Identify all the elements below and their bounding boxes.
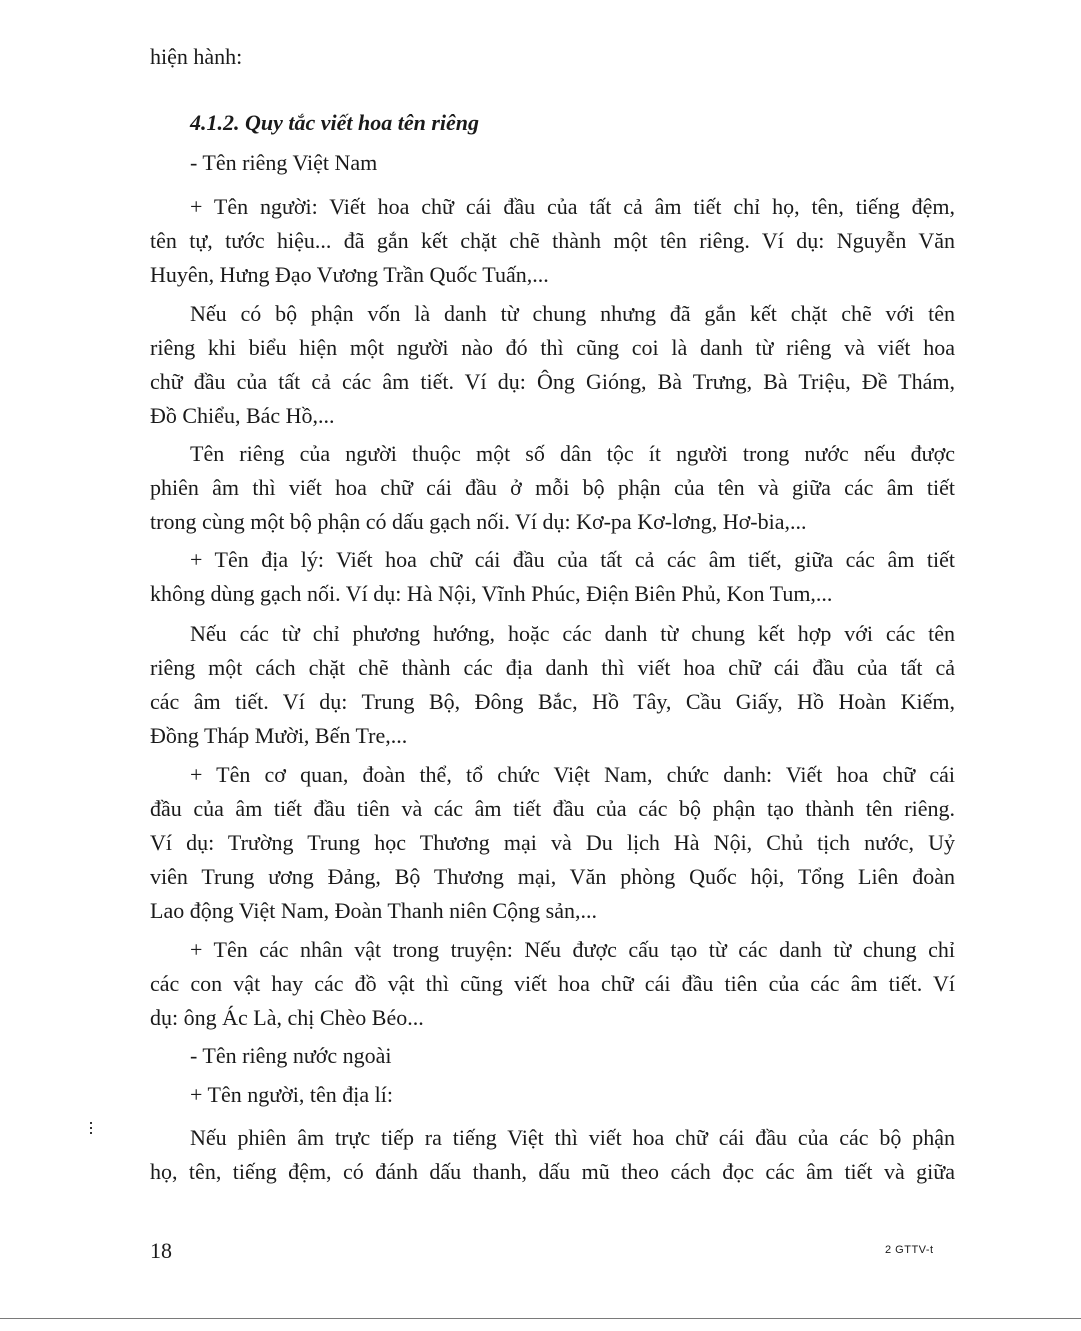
text-line: tên tự, tước hiệu... đã gắn kết chặt chẽ thành một tên riêng. Ví dụ: Nguyễn Văn xyxy=(150,228,955,253)
section-heading: 4.1.2. Quy tắc viết hoa tên riêng xyxy=(190,110,480,135)
text-line: các con vật hay các đồ vật thì cũng viết hoa chữ cái đầu tiên của các âm tiết. Ví xyxy=(150,971,955,996)
page-number: 18 xyxy=(150,1238,172,1263)
text-line: Lao động Việt Nam, Đoàn Thanh niên Cộng sản,... xyxy=(150,898,597,923)
text-line: + Tên người: Viết hoa chữ cái đầu của tất cả âm tiết chỉ họ, tên, tiếng đệm, xyxy=(190,194,955,219)
text-line: Ví dụ: Trường Trung học Thương mại và Du lịch Hà Nội, Chủ tịch nước, Uỷ xyxy=(150,830,955,855)
margin-speck-mark xyxy=(90,1122,93,1140)
text-line: riêng một cách chặt chẽ thành các địa danh thì viết hoa chữ cái đầu của tất cả xyxy=(150,655,955,680)
text-line: + Tên người, tên địa lí: xyxy=(190,1082,393,1107)
text-line: đầu của âm tiết đầu tiên và các âm tiết đầu của các bộ phận tạo thành tên riêng. xyxy=(150,796,955,821)
text-line: trong cùng một bộ phận có dấu gạch nối. Ví dụ: Kơ-pa Kơ-lơng, Hơ-bia,... xyxy=(150,509,807,534)
text-line: Nếu các từ chỉ phương hướng, hoặc các danh từ chung kết hợp với các tên xyxy=(190,621,955,646)
text-line: phiên âm thì viết hoa chữ cái đầu ở mỗi bộ phận của tên và giữa các âm tiết xyxy=(150,475,955,500)
text-line: viên Trung ương Đảng, Bộ Thương mại, Văn phòng Quốc hội, Tổng Liên đoàn xyxy=(150,864,955,889)
text-line: Tên riêng của người thuộc một số dân tộc ít người trong nước nếu được xyxy=(190,441,955,466)
text-line: không dùng gạch nối. Ví dụ: Hà Nội, Vĩnh Phúc, Điện Biên Phủ, Kon Tum,... xyxy=(150,581,833,606)
text-line: hiện hành: xyxy=(150,44,243,69)
text-line: dụ: ông Ác Là, chị Chèo Béo... xyxy=(150,1005,424,1030)
text-line: + Tên các nhân vật trong truyện: Nếu được cấu tạo từ các danh từ chung chỉ xyxy=(190,937,955,962)
text-line: Nếu phiên âm trực tiếp ra tiếng Việt thì viết hoa chữ cái đầu của các bộ phận xyxy=(190,1125,955,1150)
text-line: riêng khi biểu hiện một người nào đó thì cũng coi là danh từ riêng và viết hoa xyxy=(150,335,955,360)
signature-code: 2 GTTV-t xyxy=(885,1244,934,1256)
text-line: Đồng Tháp Mười, Bến Tre,... xyxy=(150,723,408,748)
text-line: họ, tên, tiếng đệm, có đánh dấu thanh, dấu mũ theo cách đọc các âm tiết và giữa xyxy=(150,1159,955,1184)
text-line: chữ đầu của tất cả các âm tiết. Ví dụ: Ông Gióng, Bà Trưng, Bà Triệu, Đề Thám, xyxy=(150,369,955,394)
text-line: Đồ Chiểu, Bác Hồ,... xyxy=(150,403,335,428)
text-line: + Tên cơ quan, đoàn thể, tổ chức Việt Nam, chức danh: Viết hoa chữ cái xyxy=(190,762,955,787)
text-line: Nếu có bộ phận vốn là danh từ chung nhưng đã gắn kết chặt chẽ với tên xyxy=(190,301,955,326)
page-bottom-edge xyxy=(0,1318,1081,1319)
text-line: + Tên địa lý: Viết hoa chữ cái đầu của tất cả các âm tiết, giữa các âm tiết xyxy=(190,547,955,572)
text-line: các âm tiết. Ví dụ: Trung Bộ, Đông Bắc, Hồ Tây, Cầu Giấy, Hồ Hoàn Kiếm, xyxy=(150,689,955,714)
subheading: - Tên riêng Việt Nam xyxy=(190,150,378,175)
text-line: Huyên, Hưng Đạo Vương Trần Quốc Tuấn,... xyxy=(150,262,549,287)
subheading: - Tên riêng nước ngoài xyxy=(190,1043,392,1068)
